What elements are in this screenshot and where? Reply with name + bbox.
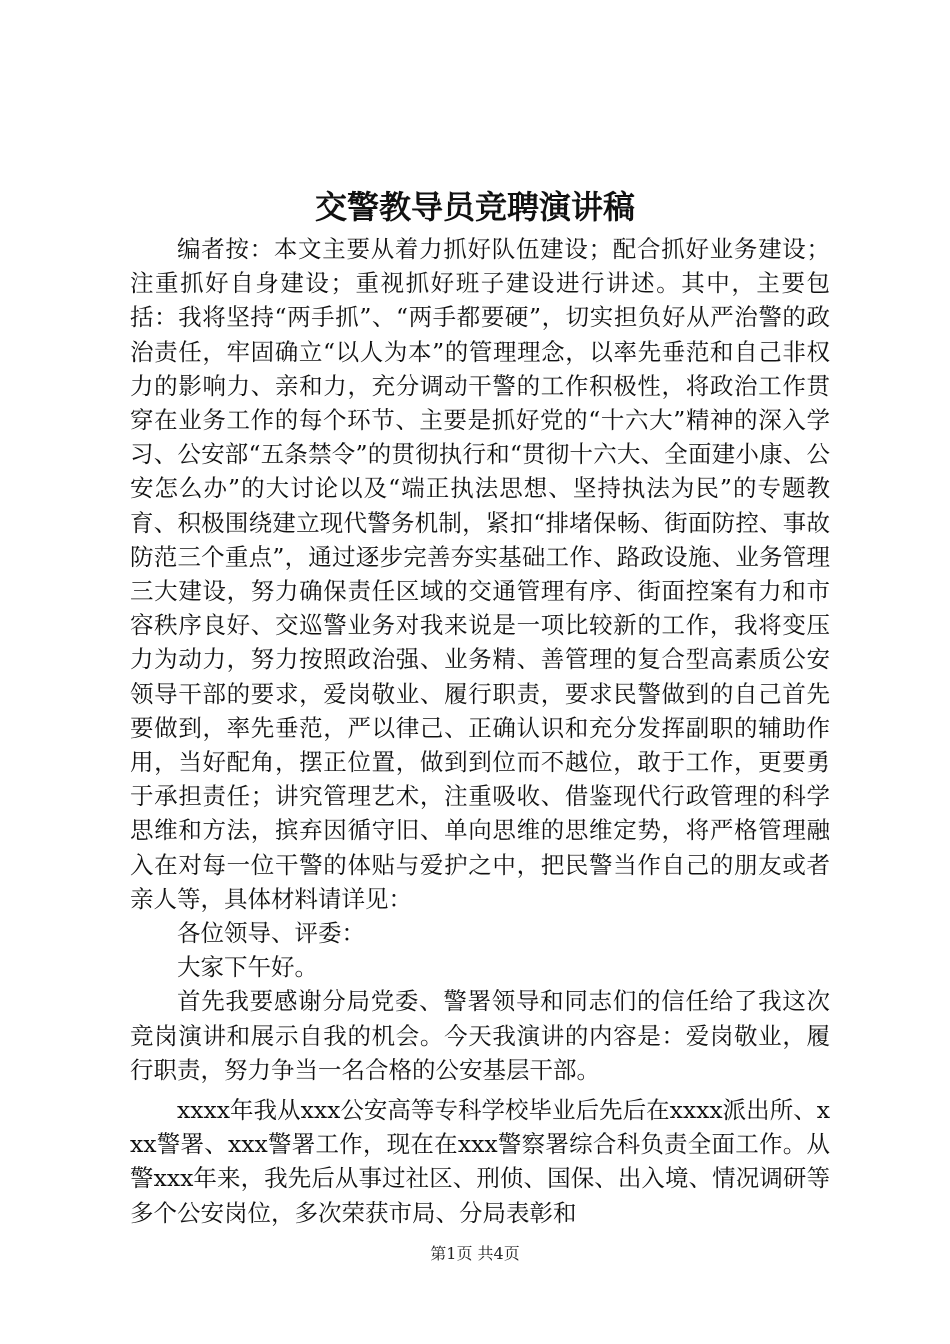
document-body	[130, 232, 830, 1230]
greeting-paragraph: 大家下午好。	[177, 953, 318, 982]
editor-note-paragraph: 编者按：本文主要从着力抓好队伍建设；配合抓好业务建设；注重抓好自身建设；重视抓好班子建设进行讲述。其中，主要包括：我将坚持“两手抓”、“两手都要硬”，切实担负好从严治警的政治责任，牢固确立“以人为本”的管理理念，以率先垂范和自己非权力的影响力、亲和力，充分调动干警的工作积极性，将政治工作贯穿在业务工作的每个环节、主要是抓好党的“十六大”精神的深入学习、公安部“五条禁令”的贯彻执行和“贯彻十六大、全面建小康、公安怎么办”的大讨论以及“端正执法思想、坚持执法为民”的专题教育、积极围绕建立现代警务机制，紧扣“排堵保畅、街面防控、事故防范三个重点”，通过逐步完善夯实基础工作、路政设施、业务管理三大建设，努力确保责任区域的交通管理有序、街面控案有力和市容秩序良好、交巡警业务对我来说是一项比较新的工作，我将变压力为动力，努力按照政治强、业务精、善管理的复合型高素质公安领导干部的要求，爱岗敬业、履行职责，要求民警做到的自己首先要做到，率先垂范，严以律己、正确认识和充分发挥副职的辅助作用，当好配角，摆正位置，做到到位而不越位，敢于工作，更要勇于承担责任；讲究管理艺术，注重吸收、借鉴现代行政管理的科学思维和方法，摈弃因循守旧、单向思维的思维定势，将严格管理融入在对每一位干警的体贴与爱护之中，把民警当作自己的朋友或者亲人等，具体材料请详见：	[130, 235, 830, 913]
document-title: 交警教导员竞聘演讲稿	[314, 188, 635, 226]
salutation-paragraph: 各位领导、评委：	[177, 919, 365, 948]
thanks-paragraph: 首先我要感谢分局党委、警署领导和同志们的信任给了我这次竞岗演讲和展示自我的机会。今天我演讲的内容是：爱岗敬业，履行职责，努力争当一名合格的公安基层干部。	[130, 987, 830, 1084]
background-paragraph: xxxx年我从xxx公安高等专科学校毕业后先后在xxxx派出所、xxx警署、xxx警署工作，现在在xxx警察署综合科负责全面工作。从警xxx年来，我先后从事过社区、刑侦、国保、出入境、情况调研等多个公安岗位，多次荣获市局、分局表彰和	[130, 1096, 830, 1227]
page-number-footer: 第1页 共4页	[430, 1244, 520, 1263]
